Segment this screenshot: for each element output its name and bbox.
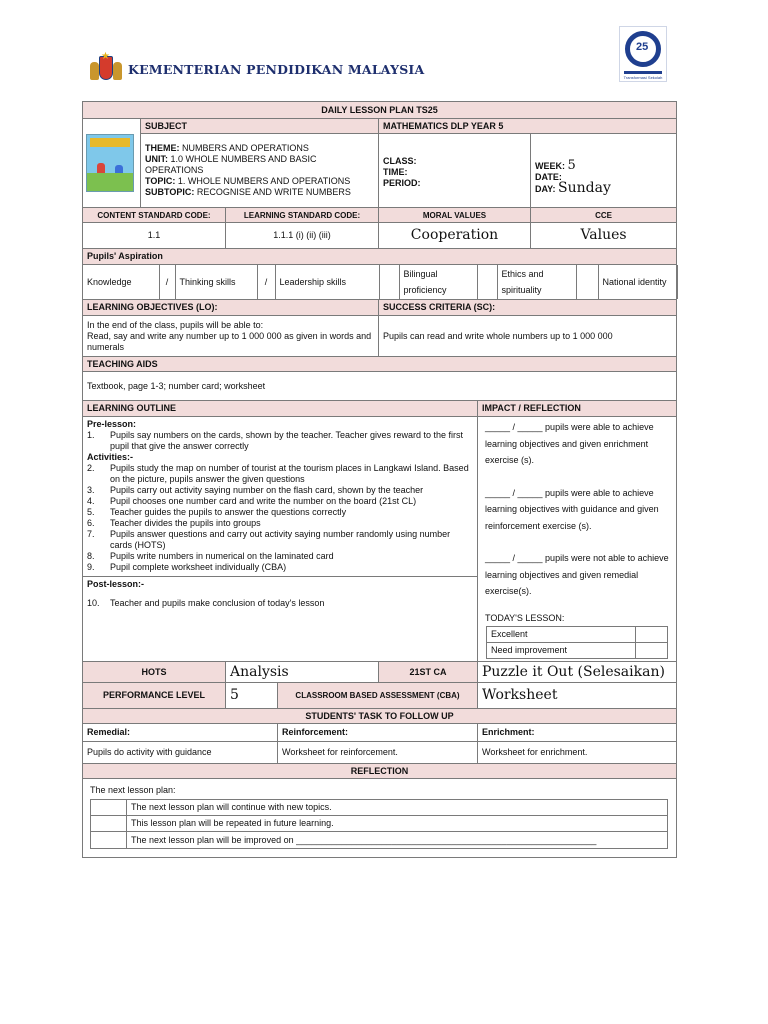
next-improve: The next lesson plan will be improved on ____________________________________________________________	[127, 832, 668, 849]
todays-lesson-rating	[486, 626, 668, 659]
rating-excellent-box[interactable]	[636, 627, 668, 643]
activities-list	[87, 463, 473, 573]
moral-values-header: MORAL VALUES	[379, 208, 531, 223]
ts25-logo-icon: 25 Transformasi Sekolah	[619, 26, 667, 82]
reinforcement-label: Reinforcement:	[278, 724, 478, 742]
enrichment-label: Enrichment:	[478, 724, 677, 742]
impact-not-able: _____ / _____ pupils were not able to achieve learning objectives and given remedial exercise(s).	[485, 553, 669, 596]
item-number: 7.	[87, 529, 95, 539]
knowledge-mark: /	[159, 265, 175, 299]
activity-item	[87, 507, 473, 518]
item-number: 10.	[87, 598, 100, 608]
sc-label: SUCCESS CRITERIA (SC):	[379, 300, 677, 316]
national-mark	[677, 265, 697, 299]
activity-item	[87, 463, 473, 485]
rating-excellent: Excellent	[487, 627, 636, 643]
item-text: Teacher guides the pupils to answer the questions correctly	[110, 507, 347, 517]
hots-value: Analysis	[226, 662, 379, 683]
item-text: Pupils answer questions and carry out activity saying number randomly using number cards (HOTS)	[110, 529, 451, 550]
aspiration-national: National identity	[598, 265, 677, 299]
next-repeat: This lesson plan will be repeated in future learning.	[127, 816, 668, 832]
outline-label: LEARNING OUTLINE	[83, 401, 478, 417]
item-number: 5.	[87, 507, 95, 517]
activity-item	[87, 518, 473, 529]
next-continue-box[interactable]	[91, 800, 127, 816]
cba-label: CLASSROOM BASED ASSESSMENT (CBA)	[278, 683, 478, 709]
impact-reflection	[478, 417, 677, 662]
learning-standard-header: LEARNING STANDARD CODE:	[226, 208, 379, 223]
teaching-aids: Textbook, page 1-3; number card; worksheet	[83, 372, 677, 401]
subject-label: SUBJECT	[141, 119, 379, 134]
lesson-info: THEME: NUMBERS AND OPERATIONS UNIT: 1.0 WHOLE NUMBERS AND BASIC OPERATIONS TOPIC: 1. WHOLE NUMBERS AND OPERATIONS SUBTOPIC: RECOGNISE AND WRITE NUMBERS	[141, 134, 379, 208]
cba-value: Worksheet	[478, 683, 677, 709]
item-number: 1.	[87, 430, 95, 440]
cce-value: Values	[531, 223, 677, 249]
coat-of-arms-icon: ★	[90, 54, 122, 84]
activity-item	[87, 562, 473, 573]
rating-need-improvement-box[interactable]	[636, 643, 668, 659]
item-text: Teacher and pupils make conclusion of today's lesson	[110, 598, 325, 608]
impact-label: IMPACT / REFLECTION	[478, 401, 677, 417]
item-text: Teacher divides the pupils into groups	[110, 518, 261, 528]
task-label: STUDENTS' TASK TO FOLLOW UP	[83, 709, 677, 724]
success-criteria: Pupils can read and write whole numbers up to 1 000 000	[379, 316, 677, 357]
item-text: Pupil complete worksheet individually (CBA)	[110, 562, 287, 572]
aids-label: TEACHING AIDS	[83, 357, 677, 372]
thinking-mark: /	[257, 265, 275, 299]
cce-header: CCE	[531, 208, 677, 223]
reflection-label: REFLECTION	[83, 764, 677, 779]
activities-label: Activities:-	[87, 452, 134, 462]
aspiration-label: Pupils' Aspiration	[83, 249, 677, 265]
item-number: 6.	[87, 518, 95, 528]
item-number: 8.	[87, 551, 95, 561]
textbook-image	[86, 134, 134, 192]
pre-lesson-item	[87, 430, 473, 452]
post-lesson-list	[87, 598, 473, 609]
ca-label: 21ST CA	[379, 662, 478, 683]
content-standard-header: CONTENT STANDARD CODE:	[83, 208, 226, 223]
plan-title: DAILY LESSON PLAN TS25	[83, 102, 677, 119]
ethics-mark	[576, 265, 598, 299]
aspiration-ethics: Ethics and spirituality	[497, 265, 576, 299]
ca-value: Puzzle it Out (Selesaikan)	[478, 662, 677, 683]
post-lesson-label: Post-lesson:-	[87, 579, 145, 589]
item-text: Pupils carry out activity saying number on the flash card, shown by the teacher	[110, 485, 424, 495]
pre-lesson-list	[87, 430, 473, 452]
next-repeat-box[interactable]	[91, 816, 127, 832]
next-improve-box[interactable]	[91, 832, 127, 849]
subject-value: MATHEMATICS DLP YEAR 5	[379, 119, 677, 134]
item-text: Pupils write numbers in numerical on the laminated card	[110, 551, 334, 561]
aspiration-bilingual: Bilingual proficiency	[399, 265, 477, 299]
reinforcement-task: Worksheet for reinforcement.	[278, 742, 478, 764]
ministry-header	[90, 52, 424, 86]
aspiration-knowledge: Knowledge	[83, 265, 159, 299]
post-lesson-item	[87, 598, 473, 609]
performance-label: PERFORMANCE LEVEL	[83, 683, 226, 709]
activity-item	[87, 496, 473, 507]
leadership-mark	[379, 265, 399, 299]
lo-label: LEARNING OBJECTIVES (LO):	[83, 300, 379, 316]
reflection-section	[83, 779, 677, 858]
bilingual-mark	[477, 265, 497, 299]
item-number: 2.	[87, 463, 95, 473]
pre-lesson-label: Pre-lesson:	[87, 419, 137, 429]
class-time-period: CLASS: TIME: PERIOD:	[379, 134, 531, 208]
impact-able: _____ / _____ pupils were able to achieve learning objectives and given enrichment exercise (s).	[485, 422, 654, 465]
next-lesson-options	[90, 799, 668, 849]
ministry-name: KEMENTERIAN PENDIDIKAN MALAYSIA	[128, 61, 425, 77]
aspiration-row	[83, 265, 677, 300]
learning-outline	[83, 417, 478, 662]
item-number: 9.	[87, 562, 95, 572]
next-continue: The next lesson plan will continue with new topics.	[127, 800, 668, 816]
textbook-cover	[83, 119, 141, 208]
item-number: 3.	[87, 485, 95, 495]
content-standard-value: 1.1	[83, 223, 226, 249]
rating-need-improvement: Need improvement	[487, 643, 636, 659]
item-number: 4.	[87, 496, 95, 506]
aspiration-thinking: Thinking skills	[175, 265, 257, 299]
item-text: Pupils study the map on number of tourist at the tourism places in Langkawi Island. Based on the picture, pupils answer the given questions	[110, 463, 469, 484]
activity-item	[87, 485, 473, 496]
remedial-label: Remedial:	[83, 724, 278, 742]
lesson-plan-table	[82, 101, 677, 858]
learning-objectives: In the end of the class, pupils will be able to: Read, say and write any number up to 1 000 000 as given in words and numerals	[83, 316, 379, 357]
next-lesson-label: The next lesson plan:	[90, 785, 176, 795]
learning-standard-value: 1.1.1 (i) (ii) (iii)	[226, 223, 379, 249]
item-text: Pupil chooses one number card and write the number on the board (21st CL)	[110, 496, 417, 506]
activity-item	[87, 551, 473, 562]
hots-label: HOTS	[83, 662, 226, 683]
week-date-day: WEEK: 5 DATE: DAY: Sunday	[531, 134, 677, 208]
performance-value: 5	[226, 683, 278, 709]
aspiration-leadership: Leadership skills	[275, 265, 379, 299]
item-text: Pupils say numbers on the cards, shown by the teacher. Teacher gives reward to the first pupil that give the answer correctly	[110, 430, 464, 451]
moral-value: Cooperation	[379, 223, 531, 249]
enrichment-task: Worksheet for enrichment.	[478, 742, 677, 764]
remedial-task: Pupils do activity with guidance	[83, 742, 278, 764]
todays-lesson-label: TODAY'S LESSON:	[485, 612, 565, 623]
activity-item	[87, 529, 473, 551]
impact-guidance: _____ / _____ pupils were able to achieve learning objectives with guidance and given reinforcement exercise (s).	[485, 487, 659, 531]
